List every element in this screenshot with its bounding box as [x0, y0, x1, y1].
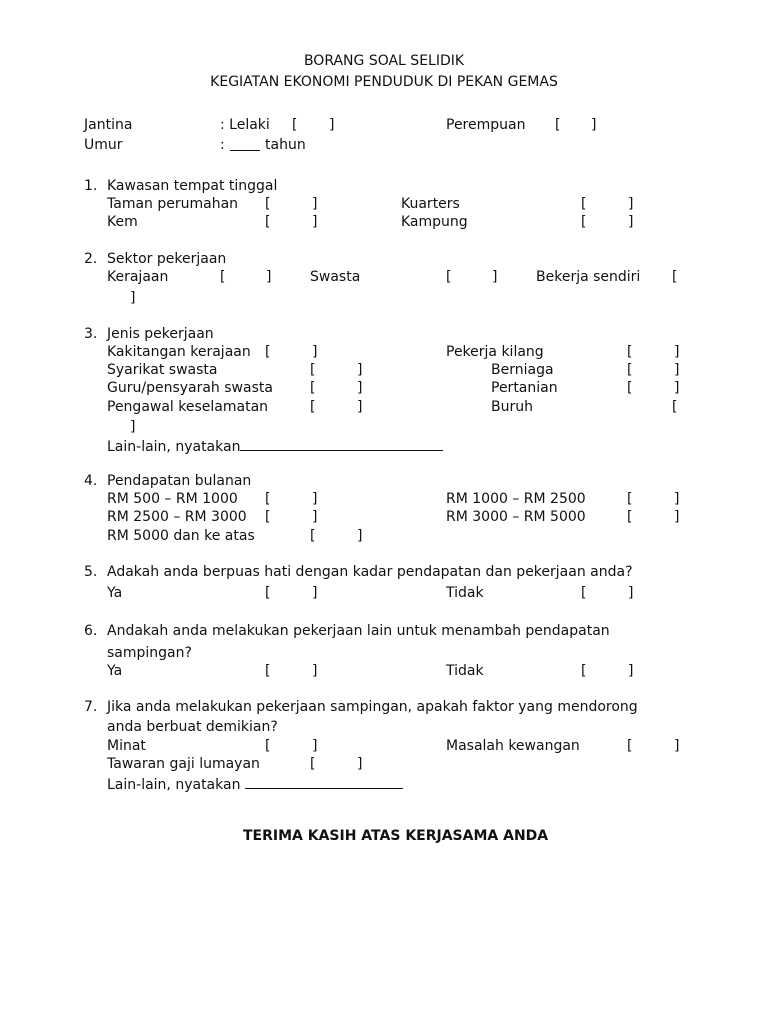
q7-number: 7.: [84, 699, 98, 715]
q2-option-box-close[interactable]: ]: [492, 269, 498, 285]
age-colon: :: [220, 137, 225, 153]
q5-option-label: Tidak: [446, 585, 484, 601]
q3-option-box-open[interactable]: [: [627, 380, 633, 396]
q4-option-box-close[interactable]: ]: [674, 491, 680, 507]
q2-option-box-close[interactable]: ]: [266, 269, 272, 285]
gender-female-box-close[interactable]: ]: [591, 117, 597, 133]
q1-option-box-open[interactable]: [: [265, 214, 271, 230]
q5-option-box-open[interactable]: [: [581, 585, 587, 601]
q4-option-label: RM 500 – RM 1000: [107, 491, 238, 507]
q7-option-box-close[interactable]: ]: [357, 756, 363, 772]
q4-number: 4.: [84, 473, 98, 489]
q7-other-input[interactable]: [245, 774, 403, 789]
q1-option-box-close[interactable]: ]: [312, 214, 318, 230]
q4-option-label: RM 1000 – RM 2500: [446, 491, 586, 507]
q6-option-label: Tidak: [446, 663, 484, 679]
q4-option-label: RM 3000 – RM 5000: [446, 509, 586, 525]
q3-option-box-close[interactable]: ]: [357, 362, 363, 378]
q4-option-box-close[interactable]: ]: [357, 528, 363, 544]
q2-number: 2.: [84, 251, 98, 267]
q4-option-box-open[interactable]: [: [265, 491, 271, 507]
q3-option-label: Syarikat swasta: [107, 362, 218, 378]
closing-message: TERIMA KASIH ATAS KERJASAMA ANDA: [243, 828, 549, 844]
q5-option-box-close[interactable]: ]: [312, 585, 318, 601]
q3-option-box-close[interactable]: ]: [674, 344, 680, 360]
q1-option-label: Kampung: [401, 214, 468, 230]
form-title: BORANG SOAL SELIDIK: [303, 53, 465, 69]
q1-option-box-close[interactable]: ]: [312, 196, 318, 212]
q7-option-box-close[interactable]: ]: [312, 738, 318, 754]
q4-option-box-open[interactable]: [: [265, 509, 271, 525]
q6-option-label: Ya: [107, 663, 123, 679]
q2-option-box-open[interactable]: [: [220, 269, 226, 285]
q3-other-label: Lain-lain, nyatakan: [107, 436, 443, 456]
q3-option-box-open[interactable]: [: [627, 344, 633, 360]
q4-option-box-close[interactable]: ]: [312, 509, 318, 525]
q4-text: Pendapatan bulanan: [107, 473, 252, 489]
q3-option-label: Guru/pensyarah swasta: [107, 380, 273, 396]
age-input[interactable]: [230, 136, 260, 156]
q7-option-label: Minat: [107, 738, 146, 754]
q6-text: Andakah anda melakukan pekerjaan lain untuk menambah pendapatan: [107, 623, 610, 639]
q4-option-label: RM 2500 – RM 3000: [107, 509, 247, 525]
q3-option-label: Kakitangan kerajaan: [107, 344, 251, 360]
q2-option-label: Bekerja sendiri: [536, 269, 641, 285]
q1-option-box-open[interactable]: [: [265, 196, 271, 212]
q3-number: 3.: [84, 326, 98, 342]
q6-text-cont: sampingan?: [107, 645, 192, 661]
q3-option-box-close[interactable]: ]: [130, 419, 136, 435]
q3-option-box-open[interactable]: [: [310, 399, 316, 415]
q7-option-box-open[interactable]: [: [310, 756, 316, 772]
q6-number: 6.: [84, 623, 98, 639]
q4-option-box-close[interactable]: ]: [674, 509, 680, 525]
q3-option-box-open[interactable]: [: [627, 362, 633, 378]
gender-male-label: : Lelaki: [220, 117, 270, 133]
q6-option-box-open[interactable]: [: [265, 663, 271, 679]
q7-option-box-close[interactable]: ]: [674, 738, 680, 754]
q1-text: Kawasan tempat tinggal: [107, 178, 278, 194]
q7-text-cont: anda berbuat demikian?: [107, 719, 278, 735]
q5-option-box-open[interactable]: [: [265, 585, 271, 601]
q2-option-label: Kerajaan: [107, 269, 169, 285]
q3-option-box-close[interactable]: ]: [674, 380, 680, 396]
q6-option-box-close[interactable]: ]: [312, 663, 318, 679]
gender-female-box-open[interactable]: [: [555, 117, 561, 133]
q1-option-label: Taman perumahan: [107, 196, 239, 212]
q3-option-box-close[interactable]: ]: [357, 399, 363, 415]
gender-label: Jantina: [84, 117, 133, 133]
q3-option-label: Berniaga: [491, 362, 554, 378]
q3-option-label: Pengawal keselamatan: [107, 399, 269, 415]
q4-option-box-open[interactable]: [: [310, 528, 316, 544]
q4-option-label: RM 5000 dan ke atas: [107, 528, 255, 544]
q3-option-box-close[interactable]: ]: [674, 362, 680, 378]
gender-male-box-open[interactable]: [: [292, 117, 298, 133]
q4-option-box-open[interactable]: [: [627, 509, 633, 525]
q3-option-label: Pekerja kilang: [446, 344, 544, 360]
q3-option-label: Buruh: [491, 399, 533, 415]
q5-number: 5.: [84, 564, 98, 580]
q5-text: Adakah anda berpuas hati dengan kadar pendapatan dan pekerjaan anda?: [107, 564, 633, 580]
q5-option-box-close[interactable]: ]: [628, 585, 634, 601]
q3-option-box-open[interactable]: [: [310, 362, 316, 378]
age-label: Umur: [84, 137, 123, 153]
q2-text: Sektor pekerjaan: [107, 251, 227, 267]
age-unit: tahun: [265, 137, 306, 153]
q3-option-box-open[interactable]: [: [265, 344, 271, 360]
q7-text: Jika anda melakukan pekerjaan sampingan, apakah faktor yang mendorong: [107, 699, 638, 715]
q3-option-box-close[interactable]: ]: [312, 344, 318, 360]
q3-other-input[interactable]: [240, 436, 443, 451]
q2-option-box-close[interactable]: ]: [130, 290, 136, 306]
q4-option-box-close[interactable]: ]: [312, 491, 318, 507]
gender-male-box-close[interactable]: ]: [329, 117, 335, 133]
q7-other-label: Lain-lain, nyatakan: [107, 774, 403, 794]
q2-option-box-open[interactable]: [: [446, 269, 452, 285]
q5-option-label: Ya: [107, 585, 123, 601]
q1-option-box-open[interactable]: [: [581, 214, 587, 230]
q3-option-box-close[interactable]: ]: [357, 380, 363, 396]
q7-option-label: Tawaran gaji lumayan: [107, 756, 260, 772]
q7-option-box-open[interactable]: [: [627, 738, 633, 754]
q1-option-box-open[interactable]: [: [581, 196, 587, 212]
gender-female-label: Perempuan: [446, 117, 526, 133]
q1-number: 1.: [84, 178, 98, 194]
q4-option-box-open[interactable]: [: [627, 491, 633, 507]
q2-option-box-open[interactable]: [: [672, 269, 678, 285]
q3-option-box-open[interactable]: [: [310, 380, 316, 396]
q3-option-label: Pertanian: [491, 380, 558, 396]
q3-option-box-open[interactable]: [: [672, 399, 678, 415]
q7-option-label: Masalah kewangan: [446, 738, 580, 754]
q1-option-label: Kuarters: [401, 196, 460, 212]
q1-option-box-close[interactable]: ]: [628, 214, 634, 230]
q3-text: Jenis pekerjaan: [107, 326, 214, 342]
q6-option-box-close[interactable]: ]: [628, 663, 634, 679]
q2-option-label: Swasta: [310, 269, 361, 285]
q1-option-label: Kem: [107, 214, 138, 230]
form-subtitle: KEGIATAN EKONOMI PENDUDUK DI PEKAN GEMAS: [210, 74, 558, 90]
q6-option-box-open[interactable]: [: [581, 663, 587, 679]
q7-option-box-open[interactable]: [: [265, 738, 271, 754]
q1-option-box-close[interactable]: ]: [628, 196, 634, 212]
